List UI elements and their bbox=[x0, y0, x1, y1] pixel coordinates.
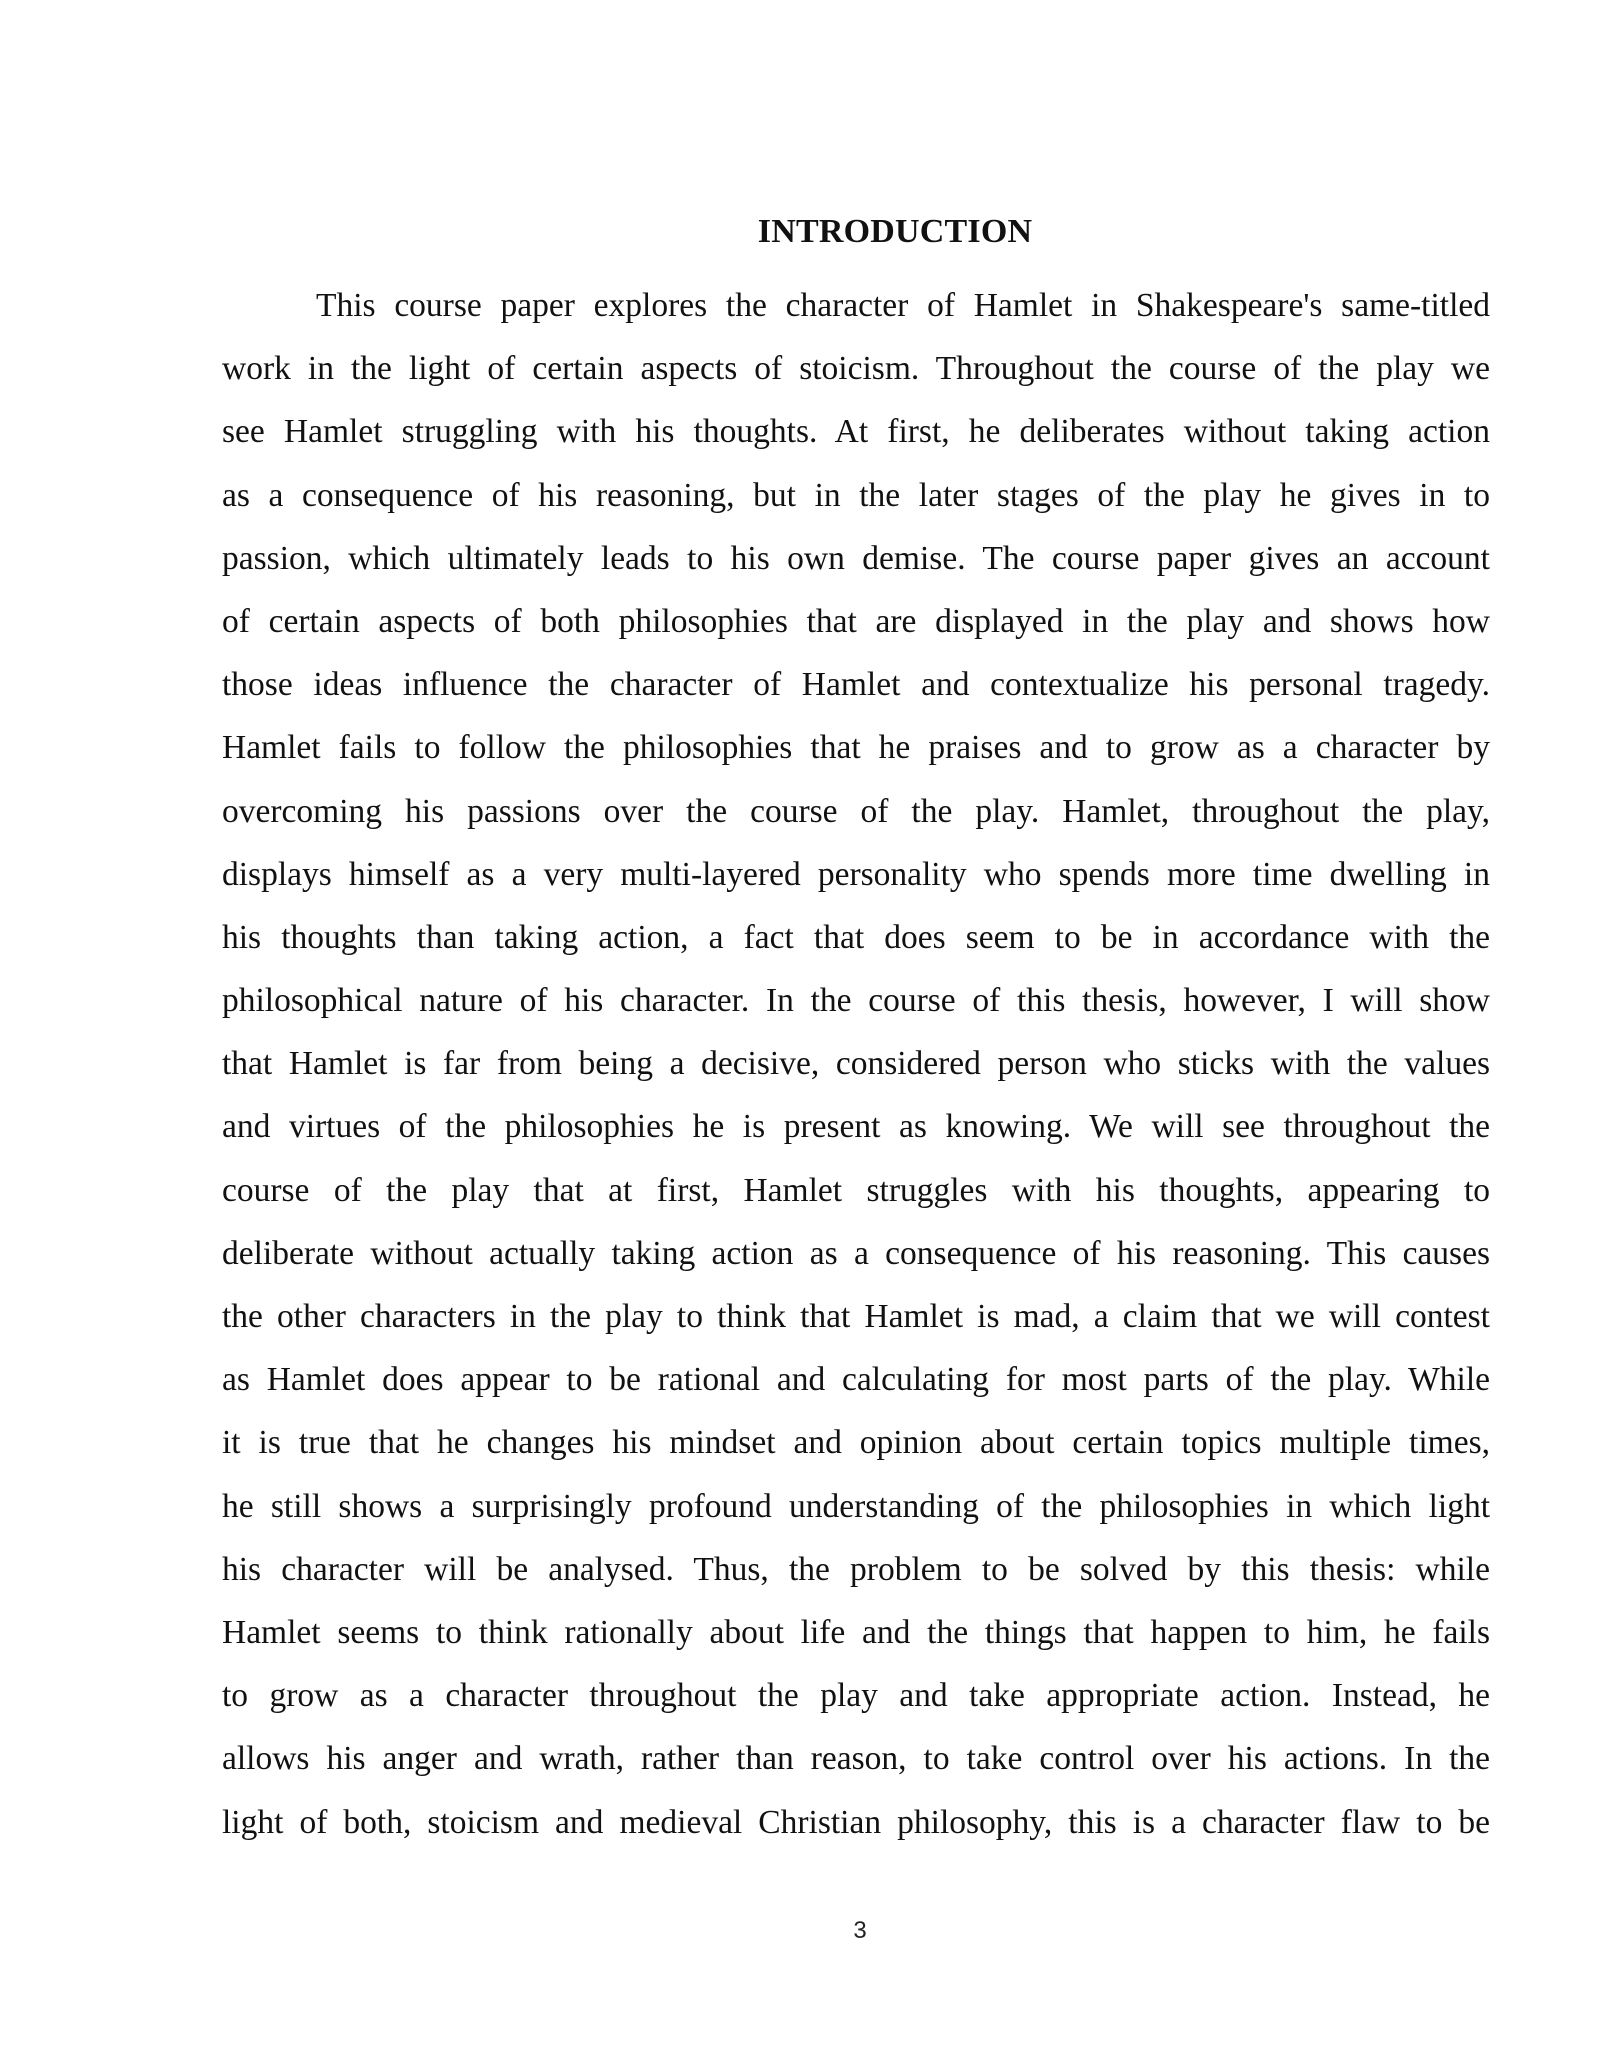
paragraph-line: This course paper explores the character of Hamlet in Shakespeare's same-titled bbox=[316, 287, 1490, 324]
paragraph-line: he still shows a surprisingly profound understanding of the philosophies in which light bbox=[222, 1487, 1490, 1525]
body-paragraph bbox=[222, 274, 1490, 1854]
paragraph-line: the other characters in the play to think that Hamlet is mad, a claim that we will contest bbox=[222, 1298, 1490, 1335]
paragraph-line: to grow as a character throughout the play and take appropriate action. Instead, he bbox=[222, 1677, 1490, 1715]
paragraph-line: light of both, stoicism and medieval Christian philosophy, this is a character flaw to be bbox=[222, 1803, 1490, 1841]
paragraph-line: as Hamlet does appear to be rational and calculating for most parts of the play. While bbox=[222, 1361, 1490, 1399]
paragraph-line: displays himself as a very multi-layered personality who spends more time dwelling in bbox=[222, 855, 1490, 893]
paragraph-line: it is true that he changes his mindset and opinion about certain topics multiple times, bbox=[222, 1424, 1490, 1462]
paragraph-line: overcoming his passions over the course of the play. Hamlet, throughout the play, bbox=[222, 792, 1490, 830]
paragraph-line: his thoughts than taking action, a fact that does seem to be in accordance with the bbox=[222, 918, 1490, 956]
paragraph-line: work in the light of certain aspects of stoicism. Throughout the course of the play we bbox=[222, 350, 1490, 388]
paragraph-line: Hamlet seems to think rationally about life and the things that happen to him, he fails bbox=[222, 1613, 1490, 1651]
paragraph-line: of certain aspects of both philosophies that are displayed in the play and shows how bbox=[222, 602, 1490, 640]
page-number: 3 bbox=[853, 1917, 867, 1944]
paragraph-line: allows his anger and wrath, rather than reason, to take control over his actions. In the bbox=[222, 1740, 1490, 1778]
paragraph-line: deliberate without actually taking action as a consequence of his reasoning. This causes bbox=[222, 1234, 1490, 1272]
paragraph-line: that Hamlet is far from being a decisive, considered person who sticks with the values bbox=[222, 1045, 1490, 1083]
paragraph-line: philosophical nature of his character. In the course of this thesis, however, I will show bbox=[222, 982, 1490, 1020]
paragraph-line: course of the play that at first, Hamlet struggles with his thoughts, appearing to bbox=[222, 1171, 1490, 1209]
section-heading: INTRODUCTION bbox=[757, 213, 1033, 250]
paragraph-line: as a consequence of his reasoning, but in the later stages of the play he gives in to bbox=[222, 476, 1490, 514]
paragraph-line: those ideas influence the character of Hamlet and contextualize his personal tragedy. bbox=[222, 666, 1490, 704]
paragraph-line: Hamlet fails to follow the philosophies that he praises and to grow as a character by bbox=[222, 729, 1490, 767]
paragraph-line: see Hamlet struggling with his thoughts. At first, he deliberates without taking action bbox=[222, 413, 1490, 451]
paragraph-line: passion, which ultimately leads to his own demise. The course paper gives an account bbox=[222, 539, 1490, 577]
paragraph-line: his character will be analysed. Thus, the problem to be solved by this thesis: while bbox=[222, 1550, 1490, 1588]
paragraph-line: and virtues of the philosophies he is present as knowing. We will see throughout the bbox=[222, 1108, 1490, 1146]
